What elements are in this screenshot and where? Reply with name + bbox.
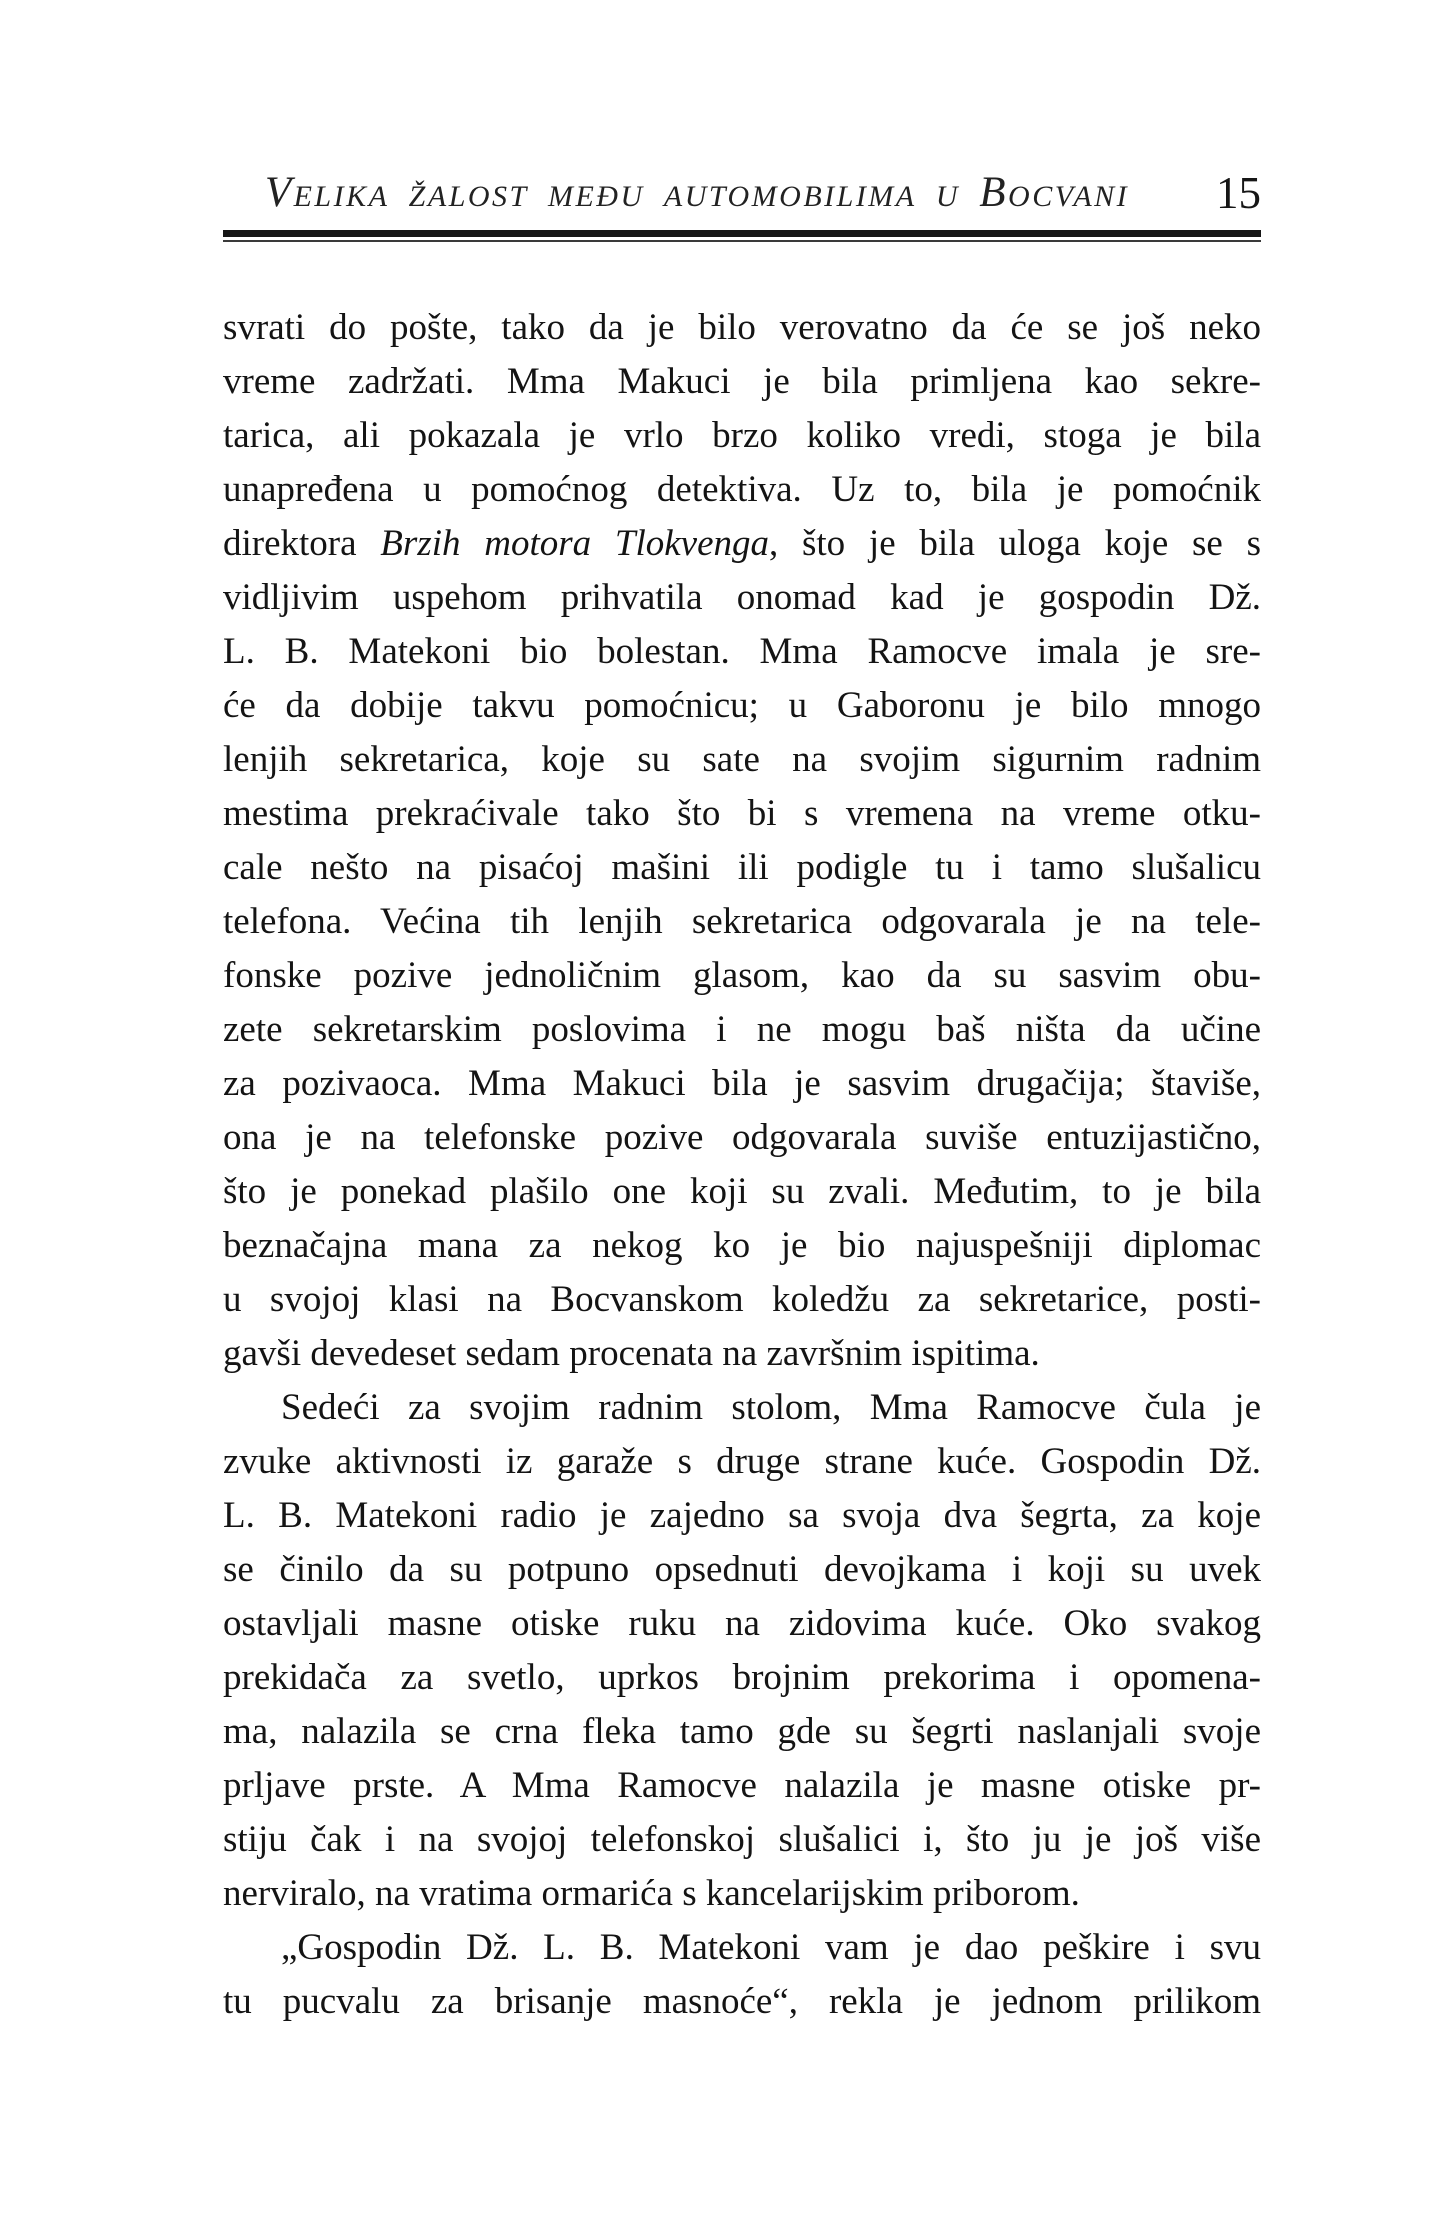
text-line xyxy=(223,1543,1261,1597)
text-segment: beznačajna mana za nekog ko je bio najuspešniji diplomac xyxy=(223,1225,1261,1266)
text-line xyxy=(223,895,1261,949)
text-line xyxy=(223,1921,1261,1975)
text-line xyxy=(223,1759,1261,1813)
text-segment: direktora xyxy=(223,523,381,564)
text-segment: stiju čak i na svojoj telefonskoj slušalici i, što ju je još više xyxy=(223,1819,1261,1860)
text-line xyxy=(223,1381,1261,1435)
header-rule xyxy=(223,230,1261,242)
text-segment: „Gospodin Dž. L. B. Matekoni vam je dao peškire i svu xyxy=(281,1927,1261,1968)
running-head xyxy=(223,168,1261,218)
text-segment: L. B. Matekoni bio bolestan. Mma Ramocve imala je sre- xyxy=(223,631,1261,672)
text-segment: prljave prste. A Mma Ramocve nalazila je masne otiske pr- xyxy=(223,1765,1261,1806)
text-segment: vreme zadržati. Mma Makuci je bila primljena kao sekre- xyxy=(223,361,1261,402)
text-line xyxy=(223,625,1261,679)
text-segment: L. B. Matekoni radio je zajedno sa svoja dva šegrta, za koje xyxy=(223,1495,1261,1536)
text-line xyxy=(223,1219,1261,1273)
text-segment: ma, nalazila se crna fleka tamo gde su šegrti naslanjali svoje xyxy=(223,1711,1261,1752)
text-line xyxy=(223,1813,1261,1867)
text-segment: vidljivim uspehom prihvatila onomad kad je gospodin Dž. xyxy=(223,577,1261,618)
text-line xyxy=(223,679,1261,733)
text-segment: što je ponekad plašilo one koji su zvali. Međutim, to je bila xyxy=(223,1171,1261,1212)
text-line xyxy=(223,1165,1261,1219)
text-segment: fonske pozive jednoličnim glasom, kao da su sasvim obu- xyxy=(223,955,1261,996)
text-line xyxy=(223,1057,1261,1111)
text-segment: ona je na telefonske pozive odgovarala suviše entuzijastično, xyxy=(223,1117,1261,1158)
text-segment: se činilo da su potpuno opsednuti devojkama i koji su uvek xyxy=(223,1549,1261,1590)
text-segment: tarica, ali pokazala je vrlo brzo koliko vredi, stoga je bila xyxy=(223,415,1261,456)
chapter-title: Velika žalost među automobilima u Bocvani xyxy=(264,169,1130,216)
text-segment: prekidača za svetlo, uprkos brojnim prekorima i opomena- xyxy=(223,1657,1261,1698)
text-line xyxy=(223,1867,1261,1921)
text-segment: za pozivaoca. Mma Makuci bila je sasvim drugačija; štaviše, xyxy=(223,1063,1261,1104)
text-line xyxy=(223,841,1261,895)
text-segment: cale nešto na pisaćoj mašini ili podigle tu i tamo slušalicu xyxy=(223,847,1261,888)
text-segment: unapređena u pomoćnog detektiva. Uz to, bila je pomoćnik xyxy=(223,469,1261,510)
text-segment: mestima prekraćivale tako što bi s vremena na vreme otku- xyxy=(223,793,1261,834)
text-segment: svrati do pošte, tako da je bilo verovatno da će se još neko xyxy=(223,307,1261,348)
text-line xyxy=(223,517,1261,571)
text-line xyxy=(223,1705,1261,1759)
header-rule-thin xyxy=(223,240,1261,242)
text-line xyxy=(223,733,1261,787)
text-line xyxy=(223,463,1261,517)
text-line xyxy=(223,1273,1261,1327)
text-segment: Sedeći za svojim radnim stolom, Mma Ramocve čula je xyxy=(281,1387,1261,1428)
text-segment: gavši devedeset sedam procenata na završnim ispitima. xyxy=(223,1333,1040,1374)
text-line xyxy=(223,787,1261,841)
text-line xyxy=(223,1597,1261,1651)
text-segment: nerviralo, na vratima ormarića s kancelarijskim priborom. xyxy=(223,1873,1080,1914)
text-segment: zvuke aktivnosti iz garaže s druge strane kuće. Gospodin Dž. xyxy=(223,1441,1261,1482)
text-line xyxy=(223,1975,1261,2029)
italic-text-segment: Brzih motora Tlokvenga xyxy=(380,523,769,564)
text-line xyxy=(223,1651,1261,1705)
text-segment: zete sekretarskim poslovima i ne mogu baš ništa da učine xyxy=(223,1009,1261,1050)
text-segment: u svojoj klasi na Bocvanskom koledžu za sekretarice, posti- xyxy=(223,1279,1261,1320)
text-segment: telefona. Većina tih lenjih sekretarica odgovarala je na tele- xyxy=(223,901,1261,942)
page-number: 15 xyxy=(1216,168,1261,218)
text-segment: ostavljali masne otiske ruku na zidovima kuće. Oko svakog xyxy=(223,1603,1261,1644)
text-line xyxy=(223,571,1261,625)
text-line xyxy=(223,1435,1261,1489)
text-line xyxy=(223,1003,1261,1057)
text-segment: lenjih sekretarica, koje su sate na svojim sigurnim radnim xyxy=(223,739,1261,780)
text-line xyxy=(223,1327,1261,1381)
text-line xyxy=(223,301,1261,355)
text-line xyxy=(223,949,1261,1003)
text-segment: tu pucvalu za brisanje masnoće“, rekla je jednom prilikom xyxy=(223,1981,1261,2022)
text-segment: , što je bila uloga koje se s xyxy=(769,523,1261,564)
text-segment: će da dobije takvu pomoćnicu; u Gaboronu je bilo mnogo xyxy=(223,685,1261,726)
header-rule-thick xyxy=(223,230,1261,237)
text-line xyxy=(223,355,1261,409)
text-line xyxy=(223,409,1261,463)
body-text xyxy=(223,301,1261,2029)
text-line xyxy=(223,1111,1261,1165)
page-content xyxy=(223,168,1261,2029)
text-line xyxy=(223,1489,1261,1543)
